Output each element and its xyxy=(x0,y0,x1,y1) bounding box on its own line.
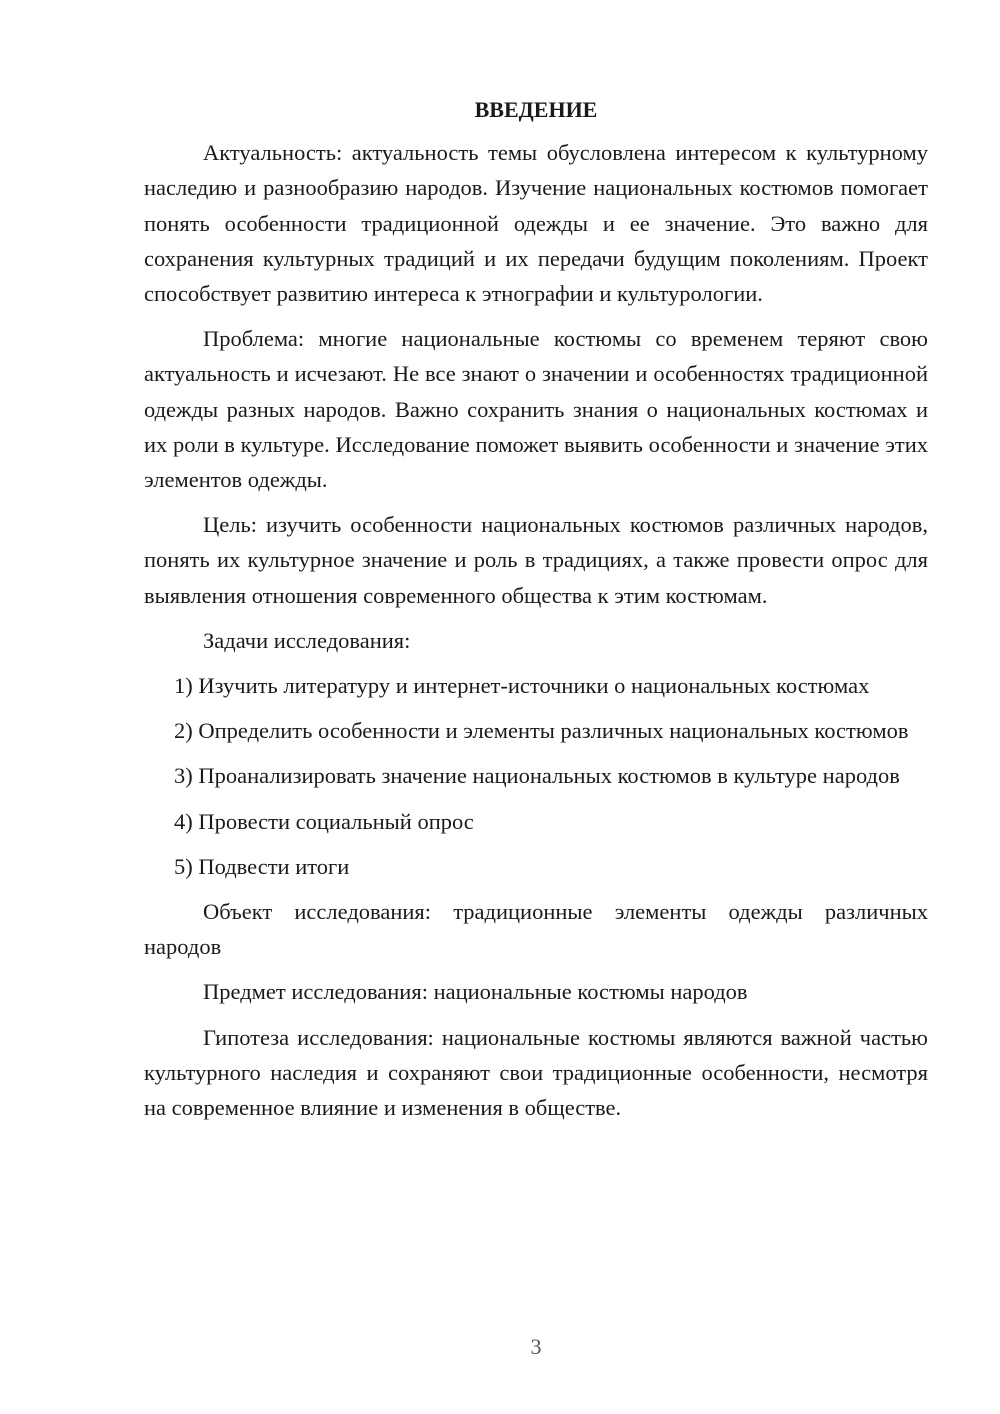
page-title: ВВЕДЕНИЕ xyxy=(474,97,598,122)
task-item-1: 1) Изучить литературу и интернет-источники о национальных костюмах xyxy=(174,673,870,699)
task-item-2: 2) Определить особенности и элементы различных национальных костюмов xyxy=(174,718,909,744)
paragraph-problem: Проблема: многие национальные костюмы со временем теряют свою актуальность и исчезают. Не все знают о значении и особенностях традиционной одежды разных народов. Важно сохранить знания о национальных костюмах и их роли в культуре. Исследование поможет выявить особенности и значение этих элементов одежды. xyxy=(144,326,928,493)
paragraph-relevance: Актуальность: актуальность темы обусловлена интересом к культурному наследию и разнообразию народов. Изучение национальных костюмов помогает понять особенности традиционной одежды и ее значение. Это важно для сохранения культурных традиций и их передачи будущим поколениям. Проект способствует развитию интереса к этнографии и культурологии. xyxy=(144,140,928,307)
task-item-3: 3) Проанализировать значение национальных костюмов в культуре народов xyxy=(174,763,900,789)
paragraph-hypothesis: Гипотеза исследования: национальные костюмы являются важной частью культурного наследия и сохраняют свои традиционные особенности, несмотря на современное влияние и изменения в обществе. xyxy=(144,1024,928,1121)
tasks-list xyxy=(144,668,928,884)
task-item-5: 5) Подвести итоги xyxy=(174,853,350,879)
paragraph-object: Объект исследования: традиционные элементы одежды различных народов xyxy=(144,899,928,960)
paragraph-subject: Предмет исследования: национальные костюмы народов xyxy=(203,979,748,1005)
page-number: 3 xyxy=(530,1334,542,1359)
task-item-4: 4) Провести социальный опрос xyxy=(174,808,474,834)
paragraph-goal: Цель: изучить особенности национальных костюмов различных народов, понять их культурное значение и роль в традициях, а также провести опрос для выявления отношения современного общества к этим костюмам. xyxy=(144,512,928,608)
tasks-heading: Задачи исследования: xyxy=(203,627,411,653)
document-page xyxy=(144,92,928,1135)
